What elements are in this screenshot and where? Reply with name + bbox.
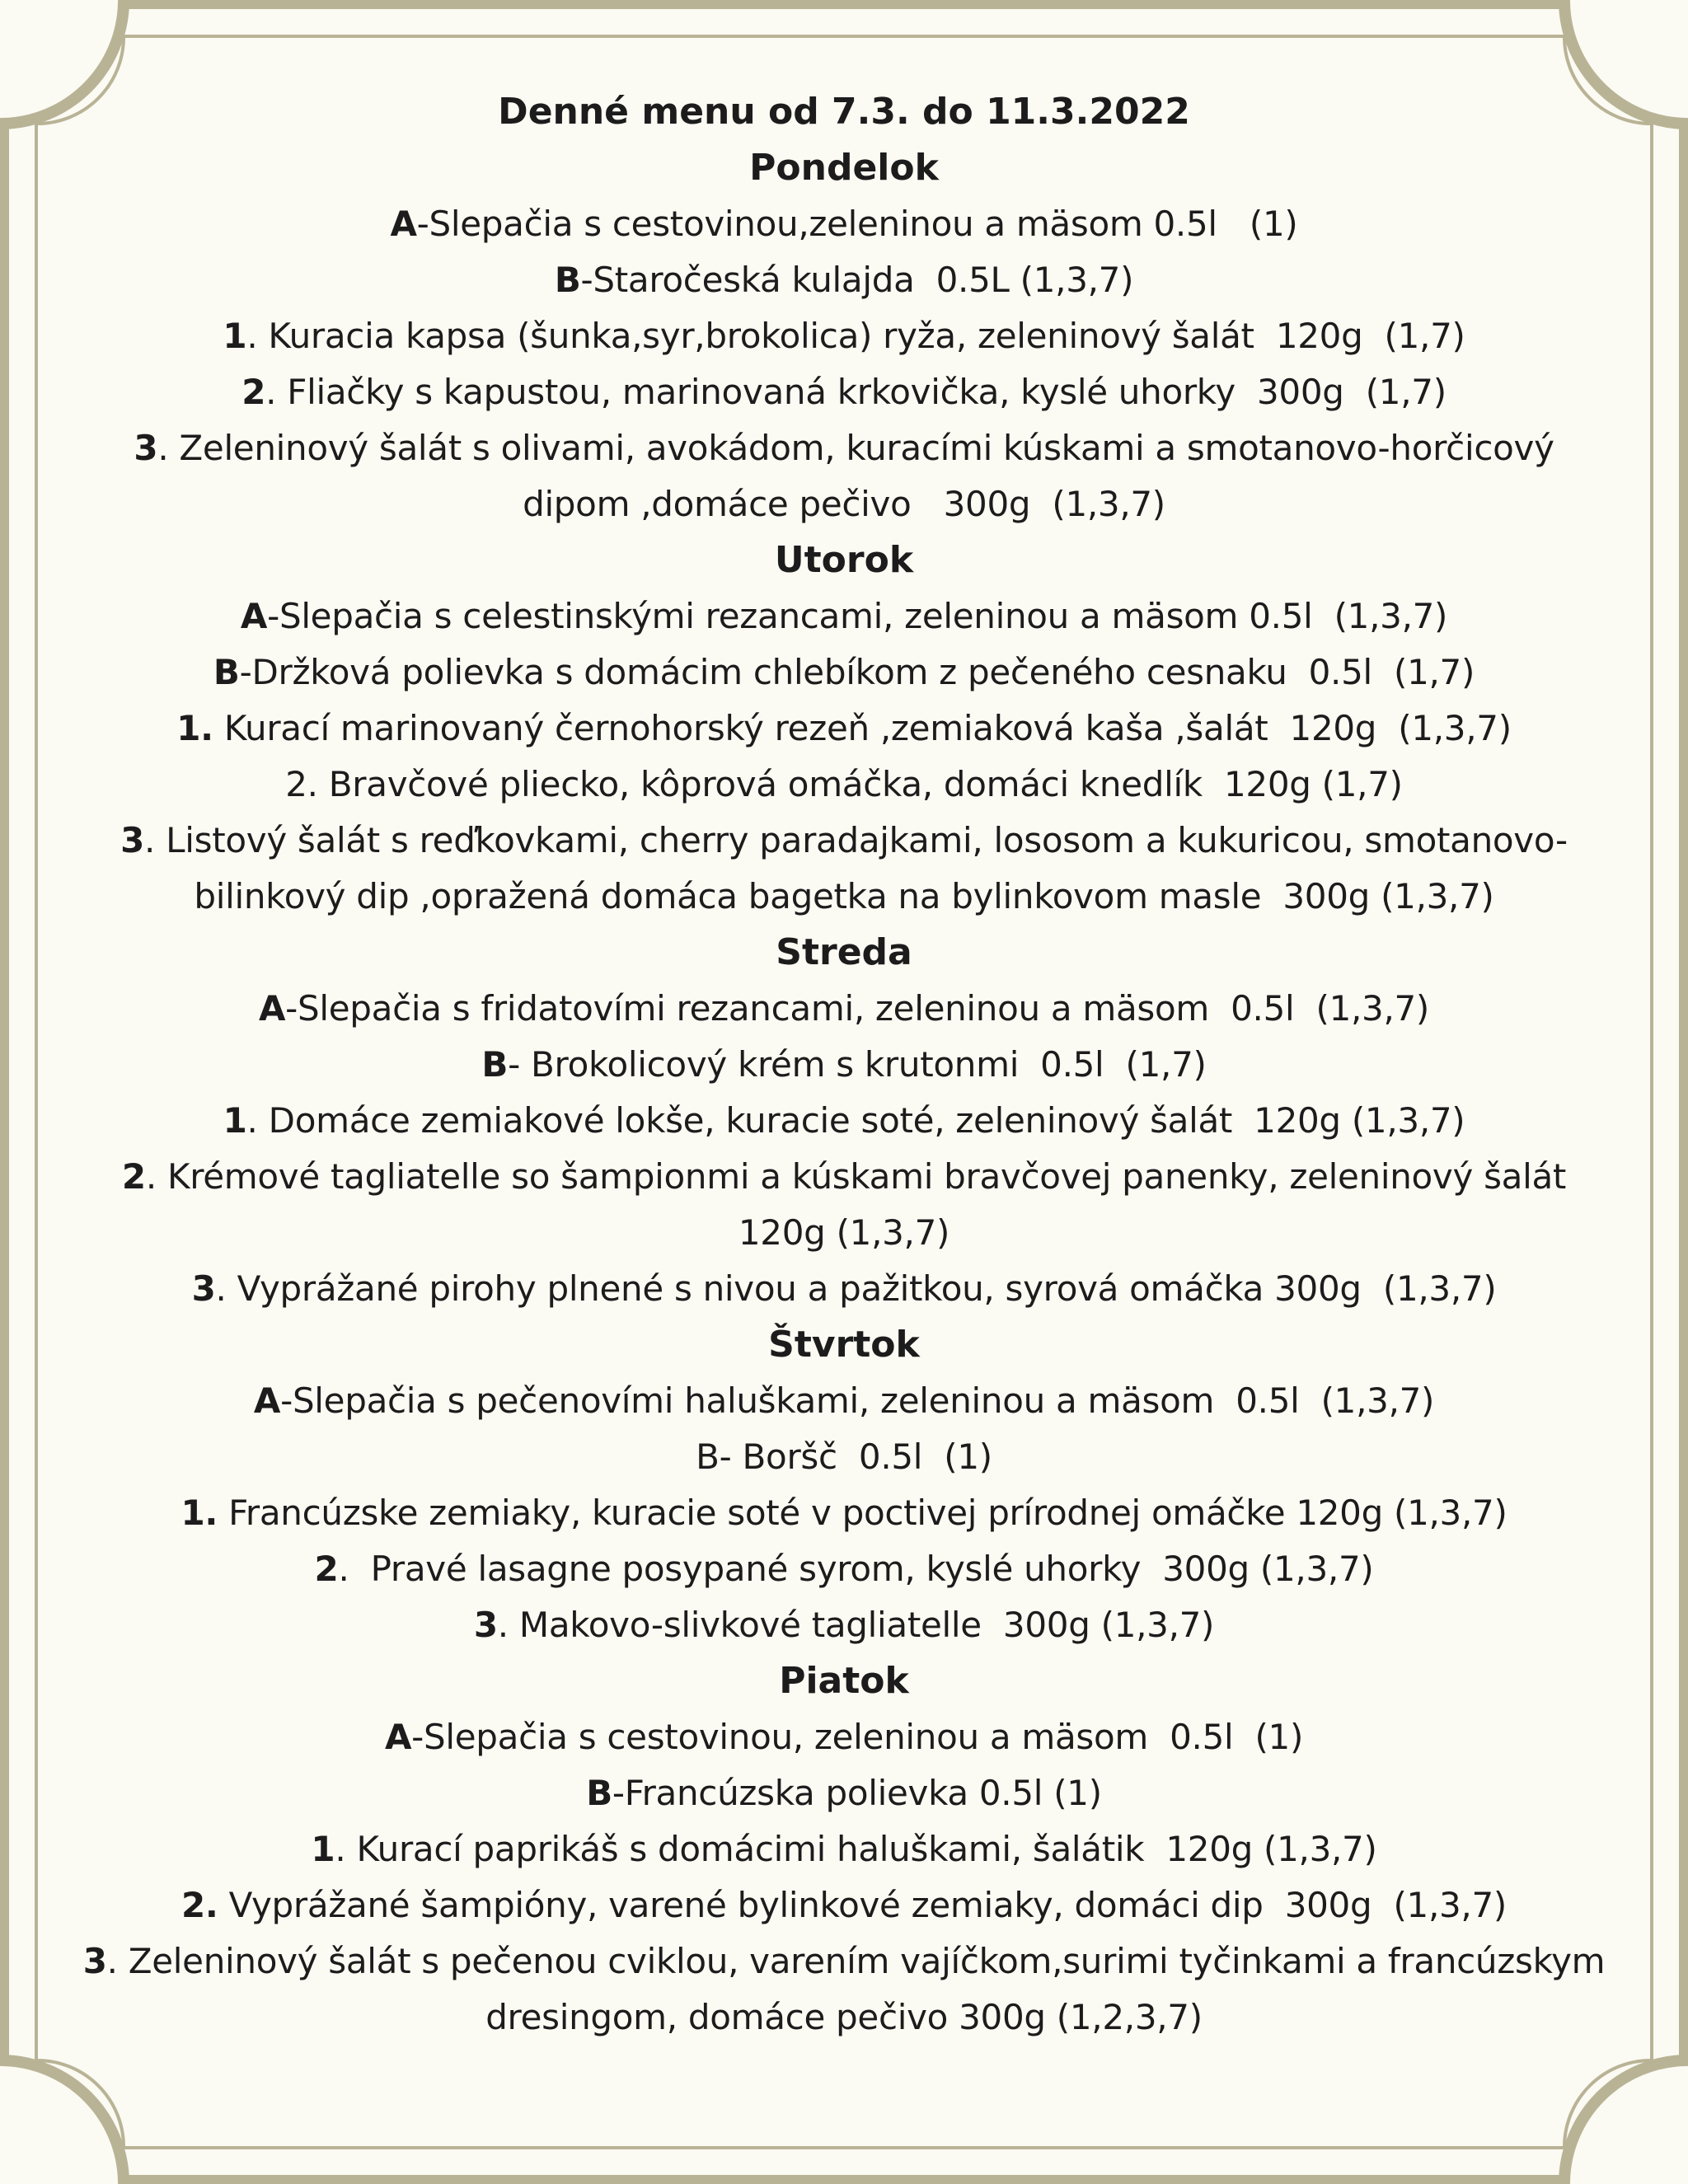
menu-item	[82, 644, 1606, 701]
menu-content	[82, 84, 1616, 2046]
menu-item-separator: .	[106, 1941, 118, 1981]
menu-item-text: Makovo-slivkové tagliatelle 300g (1,3,7)	[508, 1605, 1215, 1645]
menu-item-text: Listový šalát s reďkovkami, cherry paradajkami, lososom a kukuricou, smotanovo-bilinkový dip ,opražená domáca bagetka na bylinkovom masle 300g (1,3,7)	[155, 820, 1568, 916]
menu-item-code: 2	[241, 372, 266, 412]
menu-item	[82, 1933, 1616, 2046]
menu-item-code: A	[240, 596, 268, 636]
menu-item	[82, 1485, 1606, 1541]
menu-item-code: B	[213, 652, 240, 692]
menu-item-code: 1	[311, 1829, 335, 1869]
menu-item-text: Domáce zemiakové lokše, kuracie soté, zeleninový šalát 120g (1,3,7)	[257, 1100, 1465, 1141]
menu-item-text: B- Boršč 0.5l (1)	[696, 1436, 992, 1477]
menu-item	[82, 981, 1606, 1037]
menu-item-separator: .	[157, 428, 169, 468]
menu-item-separator: .	[497, 1605, 509, 1645]
menu-item-code: B	[554, 260, 581, 300]
menu-item	[82, 364, 1606, 420]
menu-item-text: Francúzska polievka 0.5l (1)	[624, 1773, 1102, 1813]
menu-item	[82, 1709, 1606, 1765]
day-heading: Streda	[776, 931, 912, 973]
menu-item-separator: -	[267, 596, 279, 636]
menu-item-text: Vyprážané šampióny, varené bylinkové zemiaky, domáci dip 300g (1,3,7)	[218, 1885, 1507, 1925]
menu-item-separator: -	[508, 1044, 520, 1085]
menu-item-text: Zeleninový šalát s pečenou cviklou, varením vajíčkom,surimi tyčinkami a francúzskym dresingom, domáce pečivo 300g (1,2,3,7)	[117, 1941, 1616, 2037]
menu-item	[82, 1877, 1606, 1933]
menu-item	[82, 252, 1606, 308]
menu-item-code: 1.	[176, 708, 213, 748]
menu-item-separator: -	[411, 1717, 424, 1757]
menu-item-separator: .	[144, 820, 156, 860]
menu-item-separator: .	[145, 1156, 157, 1197]
menu-item	[82, 1541, 1606, 1597]
menu-item-code: 3	[134, 428, 158, 468]
menu-item-text: Slepačia s celestinskými rezancami, zeleninou a mäsom 0.5l (1,3,7)	[279, 596, 1448, 636]
menu-item	[82, 588, 1606, 644]
menu-item-code: A	[258, 988, 286, 1029]
menu-item-separator: .	[215, 1268, 227, 1309]
menu-item	[82, 1261, 1606, 1317]
menu-item	[82, 1149, 1606, 1261]
menu-item	[82, 1429, 1606, 1485]
day-heading: Utorok	[774, 539, 914, 581]
menu-item-code: 3	[191, 1268, 216, 1309]
menu-item-text: Kuracia kapsa (šunka,syr,brokolica) ryža, zeleninový šalát 120g (1,7)	[257, 316, 1465, 356]
menu-item	[82, 1597, 1606, 1653]
menu-item-separator: -	[239, 652, 252, 692]
menu-item	[82, 1821, 1606, 1877]
menu-item-code: 1	[223, 316, 247, 356]
menu-item-separator: .	[246, 316, 258, 356]
menu-item-separator: -	[580, 260, 593, 300]
menu-item-code: 2	[121, 1156, 146, 1197]
menu-item-text: Fliačky s kapustou, marinovaná krkovička, kyslé uhorky 300g (1,7)	[276, 372, 1447, 412]
menu-item-code: 2	[314, 1549, 339, 1589]
menu-item-text: Slepačia s fridatovími rezancami, zeleninou a mäsom 0.5l (1,3,7)	[298, 988, 1430, 1029]
menu-item-code: A	[384, 1717, 412, 1757]
menu-item-code: 3	[82, 1941, 107, 1981]
menu-item	[82, 757, 1606, 813]
menu-item-text: Slepačia s cestovinou, zeleninou a mäsom 0.5l (1)	[424, 1717, 1304, 1757]
menu-item-code: 2.	[181, 1885, 218, 1925]
menu-item-text: Krémové tagliatelle so šampionmi a kúskami bravčovej panenky, zeleninový šalát 120g (1,3,7)	[156, 1156, 1578, 1253]
menu-item-separator: .	[338, 1549, 349, 1589]
menu-item-separator: .	[246, 1100, 258, 1141]
menu-item-text: Kurací paprikáš s domácimi haluškami, šalátik 120g (1,3,7)	[345, 1829, 1377, 1869]
menu-item-text: 2. Bravčové pliecko, kôprová omáčka, domáci knedlík 120g (1,7)	[285, 764, 1403, 804]
days-container	[82, 140, 1616, 2046]
menu-item-separator: .	[335, 1829, 346, 1869]
day-heading: Pondelok	[749, 147, 939, 189]
page-title: Denné menu od 7.3. do 11.3.2022	[498, 91, 1190, 133]
menu-item-text: Pravé lasagne posypané syrom, kyslé uhorky 300g (1,3,7)	[349, 1549, 1374, 1589]
day-heading: Štvrtok	[768, 1324, 920, 1366]
menu-item-code: 3	[473, 1605, 498, 1645]
menu-item-separator: -	[285, 988, 298, 1029]
menu-item	[82, 813, 1606, 925]
menu-item-code: 3	[120, 820, 145, 860]
menu-item-code: B	[481, 1044, 509, 1085]
menu-item	[82, 308, 1606, 364]
menu-item-text: Vyprážané pirohy plnené s nivou a pažitkou, syrová omáčka 300g (1,3,7)	[226, 1268, 1497, 1309]
menu-item	[82, 1373, 1606, 1429]
menu-item-text: Slepačia s pečenovími haluškami, zeleninou a mäsom 0.5l (1,3,7)	[292, 1380, 1435, 1421]
menu-item-code: 1.	[181, 1493, 218, 1533]
menu-item-text: Držková polievka s domácim chlebíkom z pečeného cesnaku 0.5l (1,7)	[251, 652, 1475, 692]
menu-item-text: Francúzske zemiaky, kuracie soté v poctivej prírodnej omáčke 120g (1,3,7)	[218, 1493, 1507, 1533]
menu-item-text: Zeleninový šalát s olivami, avokádom, kuracími kúskami a smotanovo-horčicový dipom ,domáce pečivo 300g (1,3,7)	[168, 428, 1565, 524]
menu-item-text: Kurací marinovaný černohorský rezeň ,zemiaková kaša ,šalát 120g (1,3,7)	[213, 708, 1512, 748]
menu-item-separator: -	[612, 1773, 625, 1813]
menu-item	[82, 420, 1606, 532]
menu-item	[82, 196, 1606, 252]
menu-item	[82, 1037, 1606, 1093]
menu-item-code: A	[253, 1380, 281, 1421]
menu-item-text: Staročeská kulajda 0.5L (1,3,7)	[593, 260, 1134, 300]
menu-item-separator: -	[416, 204, 429, 244]
menu-item-code: B	[586, 1773, 612, 1813]
menu-item-text: Brokolicový krém s krutonmi 0.5l (1,7)	[519, 1044, 1207, 1085]
menu-item-code: A	[390, 204, 417, 244]
menu-item-text: Slepačia s cestovinou,zeleninou a mäsom 0.5l (1)	[429, 204, 1298, 244]
menu-item-separator: .	[265, 372, 277, 412]
menu-item-separator: -	[280, 1380, 293, 1421]
menu-item	[82, 1765, 1606, 1821]
menu-item	[82, 701, 1606, 757]
menu-item-code: 1	[223, 1100, 247, 1141]
menu-item	[82, 1093, 1606, 1149]
day-heading: Piatok	[779, 1660, 909, 1702]
